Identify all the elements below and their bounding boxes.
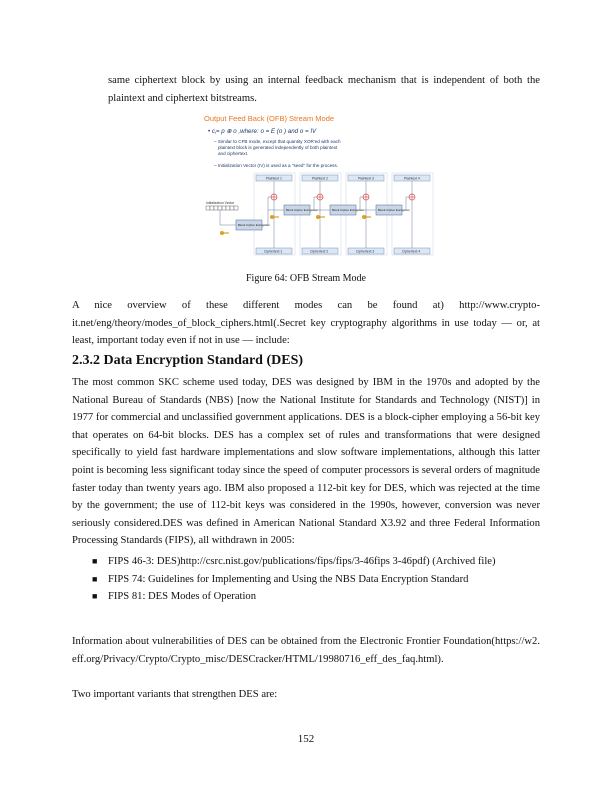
block-cipher-1-label: Block Cipher Encryption — [286, 208, 319, 212]
ofb-figure — [200, 112, 440, 262]
figure-equation: • ci= p ⊕ o ,where: o = E (o ) and o = IV — [208, 128, 317, 135]
figure-title: Output Feed Back (OFB) Stream Mode — [204, 114, 335, 123]
bullet-icon: ■ — [92, 591, 98, 602]
fips-74-text: FIPS 74: Guidelines for Implementing and Using the NBS Data Encryption Standard — [108, 573, 469, 585]
block-cipher-2-label: Block Cipher Encryption — [332, 208, 365, 212]
figure-sub-point-1: – Similar to CFB mode, except that quantity XOR'ed with each plaintext block is generated independently of both plaintext and ciphertext. — [214, 139, 341, 156]
variants-paragraph: Two important variants that strengthen DES are: — [72, 689, 278, 700]
fips-46-3-text: FIPS 46-3: DES)http://csrc.nist.gov/publications/fips/fips/3-46fips 3-46pdf) (Archived file) — [108, 556, 496, 567]
bullet-icon: ■ — [92, 556, 98, 566]
section-heading: 2.3.2 Data Encryption Standard (DES) — [72, 353, 304, 368]
list-item — [88, 553, 540, 571]
intro-continuation-paragraph: same ciphertext block by using an internal feedback mechanism that is independent of both the plaintext and ciphertext bitstreams. — [108, 75, 540, 104]
page-number: 152 — [297, 733, 315, 745]
plaintext-4-label: Plaintext 4 — [404, 176, 420, 181]
ciphertext-1-label: Ciphertext 1 — [264, 249, 283, 254]
plaintext-1-label: Plaintext 1 — [266, 176, 282, 181]
fips-81-text: FIPS 81: DES Modes of Operation — [108, 591, 257, 603]
block-cipher-0-label: Block Cipher Encryption — [238, 223, 271, 227]
vulnerabilities-paragraph: Information about vulnerabilities of DES can be obtained from the Electronic Frontier Foundation(https://w2.eff.org/Privacy/Crypto/Crypto_misc/DESCracker/HTML/19980716_eff_des_faq.html). — [72, 636, 540, 665]
list-item — [88, 571, 540, 589]
iv-label: Initialization Vector — [206, 201, 235, 205]
xor-icons — [271, 194, 415, 200]
plaintext-2-label: Plaintext 2 — [312, 176, 328, 181]
ciphertext-2-label: Ciphertext 2 — [310, 249, 329, 254]
block-cipher-3-label: Block Cipher Encryption — [378, 208, 411, 212]
ofb-diagram — [200, 112, 440, 262]
fips-list — [88, 553, 540, 606]
overview-paragraph: A nice overview of these different modes can be found at) http://www.crypto-it.net/eng/theory/modes_of_block_ciphers.html(.Secret key cryptography algorithms in use today — or, at least, important today even if not in use — include: — [72, 300, 540, 347]
ciphertext-3-label: Ciphertext 3 — [356, 249, 375, 254]
list-item — [88, 588, 540, 606]
iv-bits — [206, 206, 238, 210]
figure-equation-prefix: c — [211, 128, 215, 135]
des-paragraph: The most common SKC scheme used today, DES was designed by IBM in the 1970s and adopted by the National Bureau of Standards (NBS) [now the National Institute for Standards and Technology (NIST)] in 1977 for commercial and unclassified government applications. DES is a block-cipher employing a 56-bit key that operates on 64-bit blocks. DES has a complex set of rules and transformations that were designed specifically to yield fast hardware implementations and slow software implementations, although this latter point is becoming less significant today since the speed of computer processors is several orders of magnitude faster today than twenty years ago. IBM also proposed a 112-bit key for DES, which was rejected at the time by the government; the use of 112-bit keys was considered in the 1990s, however, conversion was never seriously considered.DES was defined in American National Standard X3.92 and three Federal Information Processing Standards (FIPS), all withdrawn in 2005: — [72, 377, 540, 547]
figure-caption: Figure 64: OFB Stream Mode — [246, 273, 366, 284]
ciphertext-4-label: Ciphertext 4 — [402, 249, 421, 254]
figure-sub-point-2: – Initialization Vector (IV) is used as a "seed" for the process. — [214, 163, 339, 168]
bullet-icon: ■ — [92, 573, 98, 584]
plaintext-3-label: Plaintext 3 — [358, 176, 374, 181]
figure-equation-text: = p ⊕ o ,where: o = E (o ) and o = IV — [215, 128, 317, 135]
